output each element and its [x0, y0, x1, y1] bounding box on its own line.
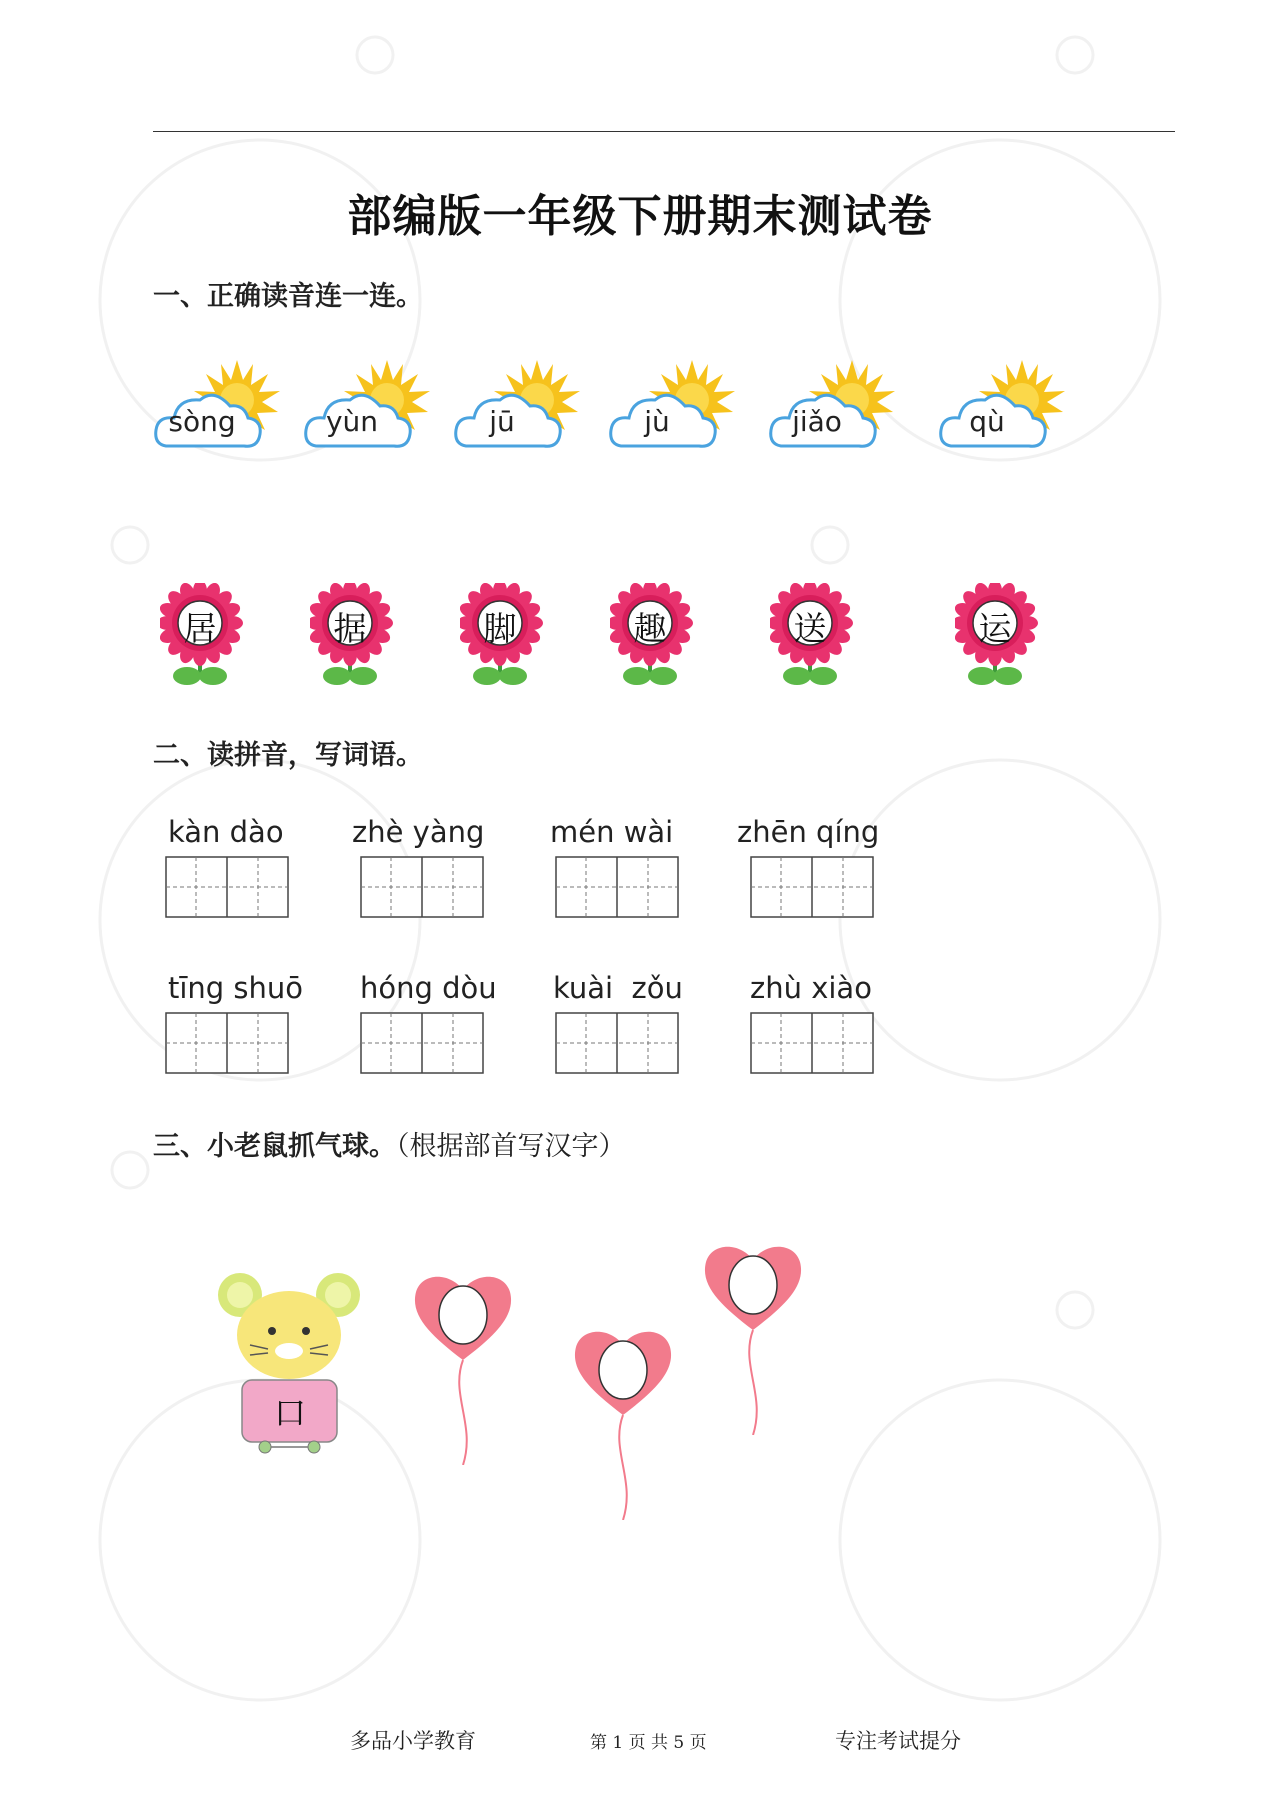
writing-grid[interactable] — [555, 856, 679, 918]
pinyin-word: zhēn qíng — [737, 815, 880, 849]
footer-page-number: 第 1 页 共 5 页 — [590, 1733, 707, 1753]
pinyin-word: zhè yàng — [352, 815, 485, 849]
character-flower — [610, 583, 710, 693]
section-3-note: （根据部首写汉字） — [396, 1131, 626, 1162]
pinyin-word: tīng shuō — [168, 971, 304, 1005]
writing-grid[interactable] — [750, 1012, 874, 1074]
pinyin-cloud — [767, 358, 897, 458]
header-rule — [153, 131, 1175, 132]
section-3-title: 三、小老鼠抓气球。 — [153, 1131, 396, 1162]
pinyin-word: mén wài — [550, 815, 674, 849]
heart-balloon-icon — [570, 1325, 680, 1520]
pinyin-text: jù — [644, 405, 670, 438]
balloon-answer-slot[interactable] — [570, 1325, 680, 1524]
pinyin-word: zhù xiào — [750, 971, 872, 1005]
character-flower — [955, 583, 1055, 693]
writing-grid[interactable] — [360, 856, 484, 918]
pinyin-word: kuài zǒu — [553, 971, 683, 1005]
writing-grid[interactable] — [165, 1012, 289, 1074]
character-text: 运 — [978, 609, 1012, 648]
pinyin-cloud — [152, 358, 282, 458]
section-2-heading: 二、读拼音，写词语。 — [153, 740, 423, 771]
character-text: 据 — [333, 609, 367, 648]
pinyin-word: hóng dòu — [360, 971, 497, 1005]
heart-balloon-icon — [410, 1270, 520, 1465]
heart-balloon-icon — [700, 1240, 810, 1435]
pinyin-cloud — [607, 358, 737, 458]
character-flower — [460, 583, 560, 693]
section-3-heading — [153, 1124, 626, 1163]
writing-grid[interactable] — [555, 1012, 679, 1074]
section-1-heading: 一、正确读音连一连。 — [153, 281, 423, 312]
writing-grid[interactable] — [360, 1012, 484, 1074]
pinyin-text: yùn — [325, 405, 379, 438]
pinyin-text: sòng — [168, 405, 236, 438]
pinyin-text: jiǎo — [792, 405, 842, 438]
character-flower — [770, 583, 870, 693]
pinyin-word: kàn dào — [168, 815, 284, 849]
page-title: 部编版一年级下册期末测试卷 — [347, 191, 933, 242]
character-flower — [310, 583, 410, 693]
pinyin-text: jū — [489, 405, 515, 438]
mouse-illustration — [210, 1265, 370, 1465]
pinyin-cloud — [302, 358, 432, 458]
footer-left: 多品小学教育 — [350, 1729, 476, 1753]
balloon-answer-slot[interactable] — [410, 1270, 520, 1469]
footer-right: 专注考试提分 — [835, 1729, 961, 1753]
character-text: 送 — [793, 609, 827, 648]
writing-grid[interactable] — [750, 856, 874, 918]
pinyin-cloud — [452, 358, 582, 458]
balloon-answer-slot[interactable] — [700, 1240, 810, 1439]
character-text: 居 — [183, 609, 217, 648]
character-text: 脚 — [483, 609, 517, 648]
writing-grid[interactable] — [165, 856, 289, 918]
character-flower — [160, 583, 260, 693]
pinyin-text: qù — [969, 405, 1005, 438]
radical-label: 口 — [273, 1394, 306, 1432]
character-text: 趣 — [633, 609, 667, 648]
pinyin-cloud — [937, 358, 1067, 458]
